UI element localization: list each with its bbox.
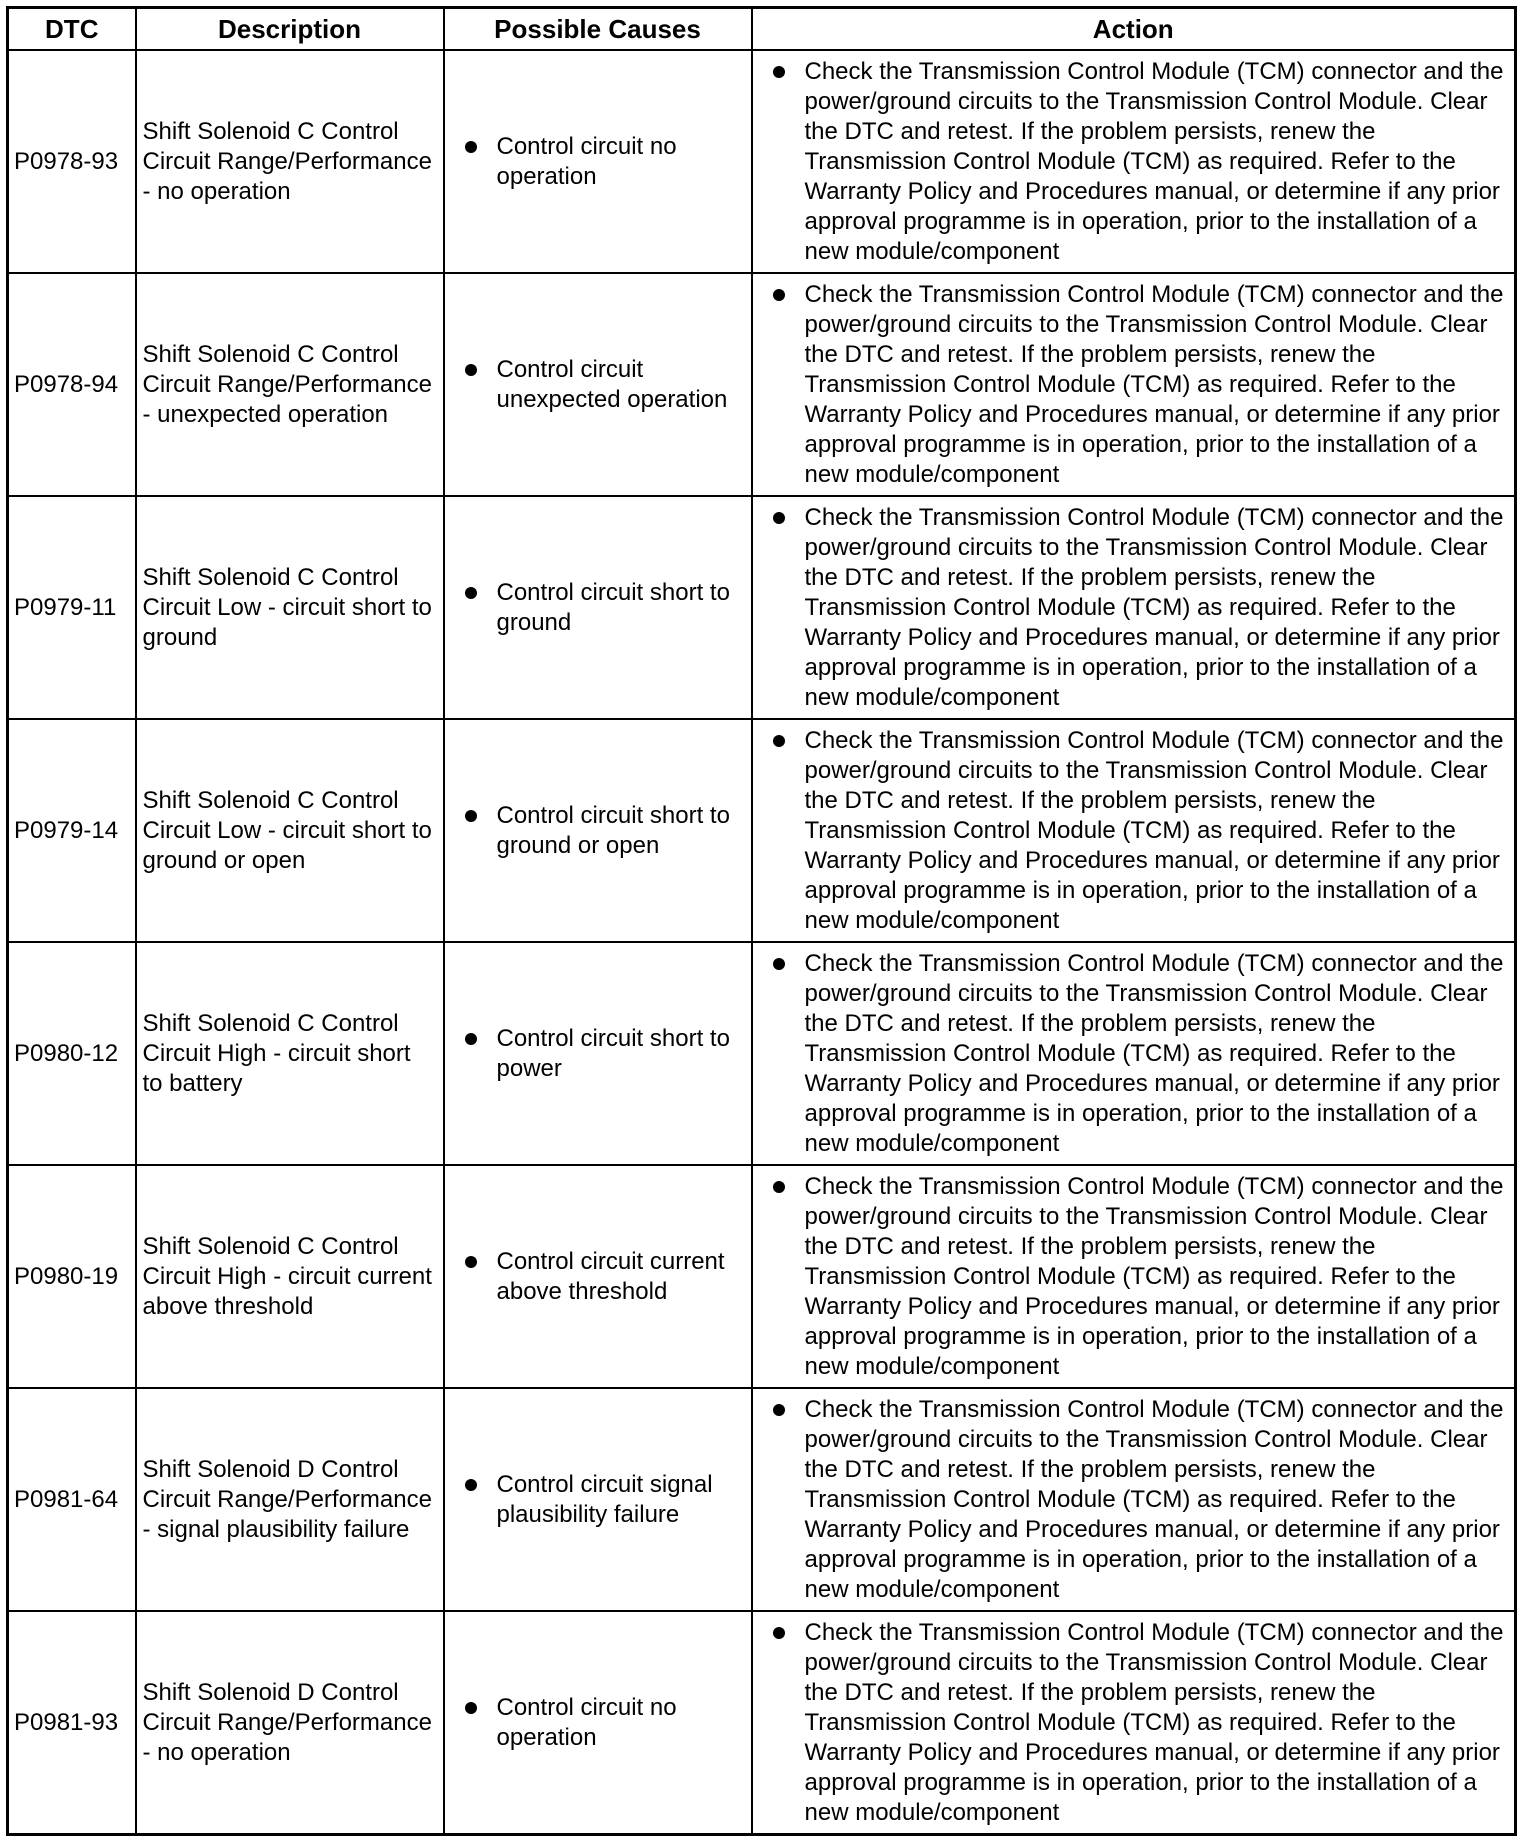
dtc-code: P0978-93 — [8, 50, 136, 273]
action-cell — [752, 496, 1516, 719]
possible-cause-cell — [444, 496, 752, 719]
action-cell — [752, 1611, 1516, 1835]
action-cell — [752, 942, 1516, 1165]
table-row — [8, 1165, 1516, 1388]
action-cell — [752, 273, 1516, 496]
possible-cause-cell — [444, 1611, 752, 1835]
dtc-description: Shift Solenoid C Control Circuit Low - circuit short to ground — [136, 496, 444, 719]
bullet-icon — [773, 1404, 785, 1416]
possible-cause: Control circuit unexpected operation — [496, 355, 728, 413]
action-cell — [752, 719, 1516, 942]
possible-cause-cell — [444, 1388, 752, 1611]
dtc-code: P0979-14 — [8, 719, 136, 942]
action-text: Check the Transmission Control Module (TCM) connector and the power/ground circuits to the Transmission Control Module. Clear the DTC and retest. If the problem persists, renew the Transmission Control Module (TCM) as required. Refer to the Warranty Policy and Procedures manual, or determine if any prior approval programme is in operation, prior to the installation of a new module/component — [804, 280, 1504, 488]
dtc-description: Shift Solenoid C Control Circuit Range/Performance - no operation — [136, 50, 444, 273]
bullet-icon — [773, 66, 785, 78]
possible-cause-cell — [444, 719, 752, 942]
table-row — [8, 50, 1516, 273]
dtc-code: P0981-93 — [8, 1611, 136, 1835]
bullet-icon — [773, 1627, 785, 1639]
header-possible-causes: Possible Causes — [444, 8, 752, 51]
table-row — [8, 496, 1516, 719]
dtc-table — [6, 6, 1517, 1836]
possible-cause-cell — [444, 273, 752, 496]
action-text: Check the Transmission Control Module (TCM) connector and the power/ground circuits to the Transmission Control Module. Clear the DTC and retest. If the problem persists, renew the Transmission Control Module (TCM) as required. Refer to the Warranty Policy and Procedures manual, or determine if any prior approval programme is in operation, prior to the installation of a new module/component — [804, 503, 1504, 711]
possible-cause: Control circuit signal plausibility failure — [496, 1470, 713, 1528]
action-text: Check the Transmission Control Module (TCM) connector and the power/ground circuits to the Transmission Control Module. Clear the DTC and retest. If the problem persists, renew the Transmission Control Module (TCM) as required. Refer to the Warranty Policy and Procedures manual, or determine if any prior approval programme is in operation, prior to the installation of a new module/component — [804, 57, 1504, 265]
bullet-icon — [773, 735, 785, 747]
bullet-icon — [465, 587, 477, 599]
action-text: Check the Transmission Control Module (TCM) connector and the power/ground circuits to the Transmission Control Module. Clear the DTC and retest. If the problem persists, renew the Transmission Control Module (TCM) as required. Refer to the Warranty Policy and Procedures manual, or determine if any prior approval programme is in operation, prior to the installation of a new module/component — [804, 726, 1504, 934]
dtc-description: Shift Solenoid C Control Circuit Range/Performance - unexpected operation — [136, 273, 444, 496]
action-cell — [752, 1388, 1516, 1611]
bullet-icon — [465, 810, 477, 822]
table-row — [8, 942, 1516, 1165]
action-cell — [752, 50, 1516, 273]
bullet-icon — [465, 1702, 477, 1714]
action-cell — [752, 1165, 1516, 1388]
dtc-description: Shift Solenoid C Control Circuit High - circuit short to battery — [136, 942, 444, 1165]
possible-cause-cell — [444, 50, 752, 273]
possible-cause: Control circuit current above threshold — [496, 1247, 725, 1305]
table-row — [8, 273, 1516, 496]
possible-cause: Control circuit short to power — [496, 1024, 730, 1082]
bullet-icon — [465, 364, 477, 376]
action-text: Check the Transmission Control Module (TCM) connector and the power/ground circuits to the Transmission Control Module. Clear the DTC and retest. If the problem persists, renew the Transmission Control Module (TCM) as required. Refer to the Warranty Policy and Procedures manual, or determine if any prior approval programme is in operation, prior to the installation of a new module/component — [804, 1395, 1504, 1603]
dtc-code: P0979-11 — [8, 496, 136, 719]
table-row — [8, 1611, 1516, 1835]
table-row — [8, 719, 1516, 942]
bullet-icon — [465, 1479, 477, 1491]
possible-cause: Control circuit no operation — [496, 132, 677, 190]
bullet-icon — [773, 958, 785, 970]
bullet-icon — [465, 1256, 477, 1268]
action-text: Check the Transmission Control Module (TCM) connector and the power/ground circuits to the Transmission Control Module. Clear the DTC and retest. If the problem persists, renew the Transmission Control Module (TCM) as required. Refer to the Warranty Policy and Procedures manual, or determine if any prior approval programme is in operation, prior to the installation of a new module/component — [804, 1172, 1504, 1380]
possible-cause-cell — [444, 942, 752, 1165]
possible-cause: Control circuit no operation — [496, 1693, 677, 1751]
possible-cause: Control circuit short to ground or open — [496, 801, 730, 859]
header-dtc: DTC — [8, 8, 136, 51]
bullet-icon — [773, 289, 785, 301]
dtc-description: Shift Solenoid C Control Circuit Low - circuit short to ground or open — [136, 719, 444, 942]
table-row — [8, 1388, 1516, 1611]
header-description: Description — [136, 8, 444, 51]
dtc-description: Shift Solenoid D Control Circuit Range/Performance - no operation — [136, 1611, 444, 1835]
action-text: Check the Transmission Control Module (TCM) connector and the power/ground circuits to the Transmission Control Module. Clear the DTC and retest. If the problem persists, renew the Transmission Control Module (TCM) as required. Refer to the Warranty Policy and Procedures manual, or determine if any prior approval programme is in operation, prior to the installation of a new module/component — [804, 1618, 1504, 1826]
dtc-code: P0980-12 — [8, 942, 136, 1165]
action-text: Check the Transmission Control Module (TCM) connector and the power/ground circuits to the Transmission Control Module. Clear the DTC and retest. If the problem persists, renew the Transmission Control Module (TCM) as required. Refer to the Warranty Policy and Procedures manual, or determine if any prior approval programme is in operation, prior to the installation of a new module/component — [804, 949, 1504, 1157]
bullet-icon — [465, 1033, 477, 1045]
bullet-icon — [773, 512, 785, 524]
bullet-icon — [773, 1181, 785, 1193]
document-page — [6, 6, 1514, 1836]
dtc-description: Shift Solenoid D Control Circuit Range/Performance - signal plausibility failure — [136, 1388, 444, 1611]
dtc-code: P0980-19 — [8, 1165, 136, 1388]
possible-cause-cell — [444, 1165, 752, 1388]
dtc-code: P0981-64 — [8, 1388, 136, 1611]
dtc-code: P0978-94 — [8, 273, 136, 496]
table-header-row — [8, 8, 1516, 51]
bullet-icon — [465, 141, 477, 153]
possible-cause: Control circuit short to ground — [496, 578, 730, 636]
dtc-description: Shift Solenoid C Control Circuit High - circuit current above threshold — [136, 1165, 444, 1388]
header-action: Action — [752, 8, 1516, 51]
